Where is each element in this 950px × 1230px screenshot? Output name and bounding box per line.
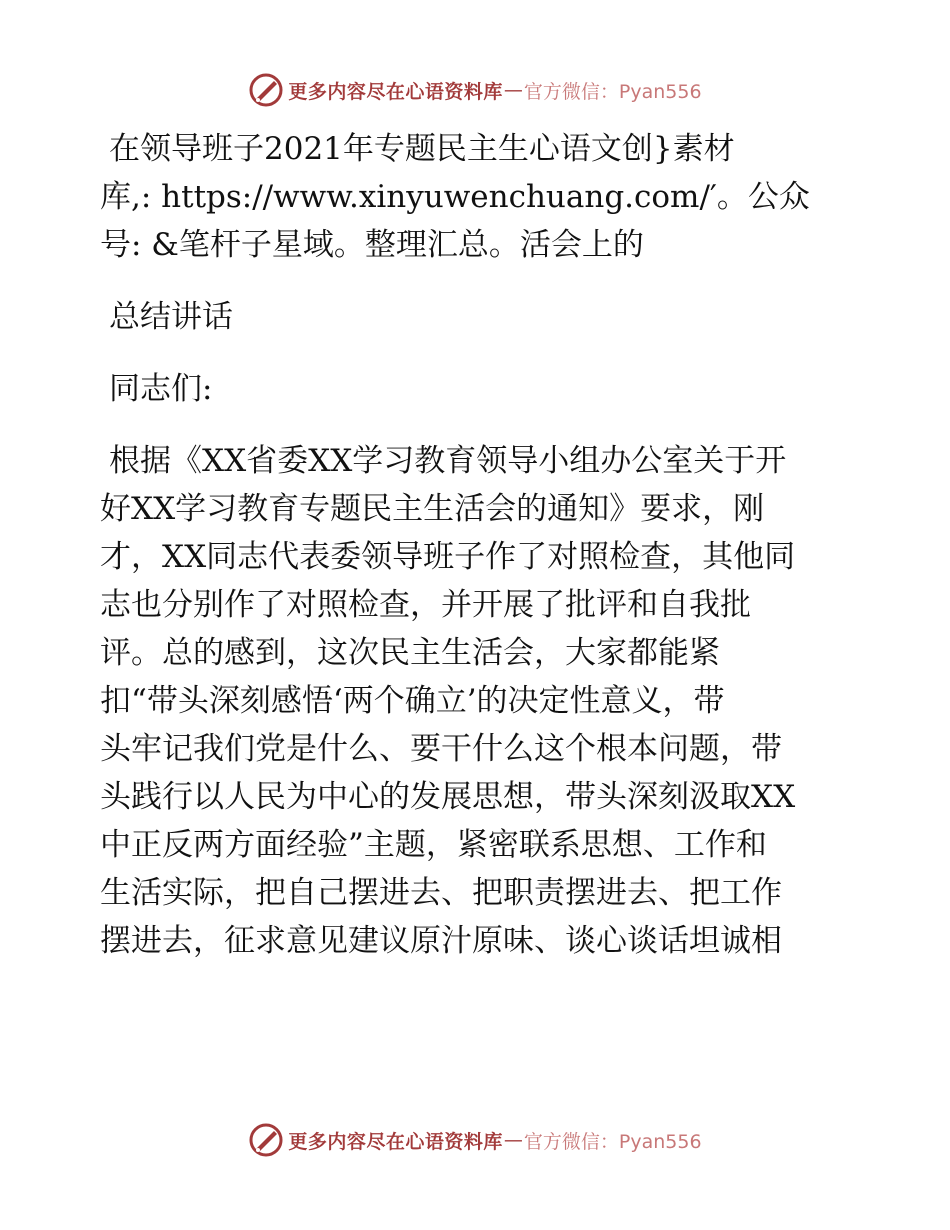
body-line: 头践行以人民为中心的发展思想，带头深刻汲取XX [100, 779, 796, 815]
header-banner [0, 70, 950, 110]
body-line: 头牢记我们党是什么、要干什么这个根本问题，带 [100, 731, 782, 767]
title-line: 号: &笔杆子星域。整理汇总。活会上的 [100, 227, 644, 263]
document-subtitle: 总结讲话 [109, 299, 233, 335]
pen-logo-icon [248, 72, 284, 108]
body-line: 中正反两方面经验”主题，紧密联系思想、工作和 [100, 827, 767, 863]
banner-separator: — [503, 79, 523, 101]
body-line: 扣“带头深刻感悟‘两个确立’的决定性意义，带 [100, 683, 725, 719]
body-line: 才，XX同志代表委领导班子作了对照检查，其他同 [100, 539, 796, 575]
body-line: 生活实际，把自己摆进去、把职责摆进去、把工作 [100, 875, 782, 911]
banner-contact: 官方微信：Pyan556 [523, 80, 702, 103]
footer-banner [0, 1120, 950, 1160]
body-line: 好XX学习教育专题民主生活会的通知》要求，刚 [100, 491, 765, 527]
banner-separator: — [503, 1129, 523, 1151]
title-line: 在领导班子2021年专题民主生心语文创}素材 [109, 131, 735, 167]
title-line: 库,: https://www.xinyuwenchuang.com/′。公众 [100, 179, 810, 215]
greeting: 同志们: [109, 371, 213, 407]
body-line: 评。总的感到，这次民主生活会，大家都能紧 [100, 635, 720, 671]
banner-title: 更多内容尽在心语资料库 [288, 1130, 503, 1153]
body-paragraph [100, 437, 860, 965]
document-title [100, 125, 860, 269]
banner-contact: 官方微信：Pyan556 [523, 1130, 702, 1153]
body-line: 摆进去，征求意见建议原汁原味、谈心谈话坦诚相 [100, 923, 782, 959]
pen-logo-icon [248, 1122, 284, 1158]
body-line: 志也分别作了对照检查，并开展了批评和自我批 [100, 587, 751, 623]
document-body [100, 125, 860, 965]
banner-title: 更多内容尽在心语资料库 [288, 80, 503, 103]
body-line: 根据《XX省委XX学习教育领导小组办公室关于开 [109, 443, 787, 479]
